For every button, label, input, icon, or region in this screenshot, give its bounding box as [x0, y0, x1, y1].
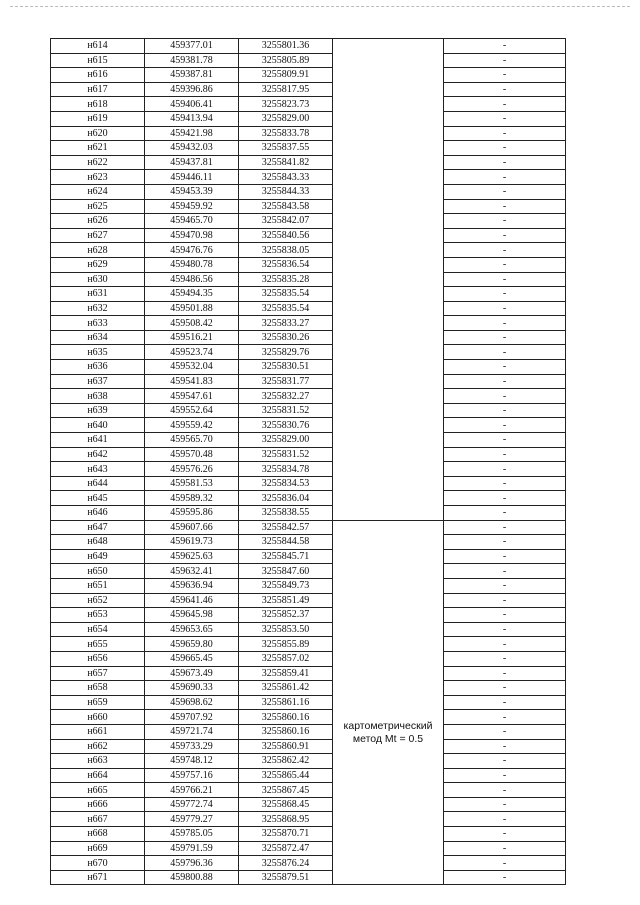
table-row	[51, 39, 566, 54]
table-row	[51, 97, 566, 112]
point-id-cell: н624	[51, 184, 145, 199]
point-id-cell: н636	[51, 360, 145, 375]
accuracy-cell: -	[444, 520, 566, 535]
y-coordinate-cell: 3255823.73	[239, 97, 333, 112]
accuracy-cell: -	[444, 783, 566, 798]
x-coordinate-cell: 459523.74	[145, 345, 239, 360]
x-coordinate-cell: 459645.98	[145, 608, 239, 623]
point-id-cell: н671	[51, 870, 145, 885]
y-coordinate-cell: 3255829.00	[239, 433, 333, 448]
x-coordinate-cell: 459570.48	[145, 447, 239, 462]
table-row	[51, 666, 566, 681]
table-row	[51, 783, 566, 798]
y-coordinate-cell: 3255834.78	[239, 462, 333, 477]
table-row	[51, 170, 566, 185]
point-id-cell: н645	[51, 491, 145, 506]
table-row	[51, 330, 566, 345]
point-id-cell: н644	[51, 476, 145, 491]
table-row	[51, 724, 566, 739]
table-row	[51, 681, 566, 696]
y-coordinate-cell: 3255868.45	[239, 797, 333, 812]
table-row	[51, 82, 566, 97]
point-id-cell: н659	[51, 695, 145, 710]
y-coordinate-cell: 3255849.73	[239, 578, 333, 593]
y-coordinate-cell: 3255855.89	[239, 637, 333, 652]
accuracy-cell: -	[444, 637, 566, 652]
accuracy-cell: -	[444, 578, 566, 593]
point-id-cell: н630	[51, 272, 145, 287]
table-row	[51, 126, 566, 141]
accuracy-cell: -	[444, 739, 566, 754]
point-id-cell: н615	[51, 53, 145, 68]
accuracy-cell: -	[444, 856, 566, 871]
y-coordinate-cell: 3255829.76	[239, 345, 333, 360]
accuracy-cell: -	[444, 374, 566, 389]
table-row	[51, 214, 566, 229]
y-coordinate-cell: 3255837.55	[239, 141, 333, 156]
y-coordinate-cell: 3255842.57	[239, 520, 333, 535]
y-coordinate-cell: 3255835.54	[239, 301, 333, 316]
method-cell	[333, 520, 444, 885]
x-coordinate-cell: 459387.81	[145, 68, 239, 83]
accuracy-cell: -	[444, 141, 566, 156]
y-coordinate-cell: 3255867.45	[239, 783, 333, 798]
table-row	[51, 389, 566, 404]
point-id-cell: н623	[51, 170, 145, 185]
accuracy-cell: -	[444, 418, 566, 433]
y-coordinate-cell: 3255830.51	[239, 360, 333, 375]
y-coordinate-cell: 3255840.56	[239, 228, 333, 243]
x-coordinate-cell: 459653.65	[145, 622, 239, 637]
accuracy-cell: -	[444, 593, 566, 608]
x-coordinate-cell: 459619.73	[145, 535, 239, 550]
point-id-cell: н653	[51, 608, 145, 623]
x-coordinate-cell: 459465.70	[145, 214, 239, 229]
point-id-cell: н668	[51, 827, 145, 842]
point-id-cell: н632	[51, 301, 145, 316]
accuracy-cell: -	[444, 797, 566, 812]
x-coordinate-cell: 459516.21	[145, 330, 239, 345]
y-coordinate-cell: 3255838.55	[239, 506, 333, 521]
point-id-cell: н655	[51, 637, 145, 652]
table-row	[51, 651, 566, 666]
x-coordinate-cell: 459625.63	[145, 549, 239, 564]
y-coordinate-cell: 3255809.91	[239, 68, 333, 83]
point-id-cell: н622	[51, 155, 145, 170]
accuracy-cell: -	[444, 301, 566, 316]
y-coordinate-cell: 3255841.82	[239, 155, 333, 170]
point-id-cell: н670	[51, 856, 145, 871]
accuracy-cell: -	[444, 754, 566, 769]
x-coordinate-cell: 459785.05	[145, 827, 239, 842]
accuracy-cell: -	[444, 768, 566, 783]
y-coordinate-cell: 3255835.28	[239, 272, 333, 287]
y-coordinate-cell: 3255843.33	[239, 170, 333, 185]
accuracy-cell: -	[444, 330, 566, 345]
x-coordinate-cell: 459636.94	[145, 578, 239, 593]
point-id-cell: н617	[51, 82, 145, 97]
accuracy-cell: -	[444, 39, 566, 54]
point-id-cell: н616	[51, 68, 145, 83]
method-cell-blank	[333, 39, 444, 521]
point-id-cell: н648	[51, 535, 145, 550]
point-id-cell: н647	[51, 520, 145, 535]
table-row	[51, 345, 566, 360]
y-coordinate-cell: 3255861.16	[239, 695, 333, 710]
accuracy-cell: -	[444, 710, 566, 725]
table-row	[51, 491, 566, 506]
point-id-cell: н626	[51, 214, 145, 229]
y-coordinate-cell: 3255861.42	[239, 681, 333, 696]
table-row	[51, 739, 566, 754]
point-id-cell: н663	[51, 754, 145, 769]
accuracy-cell: -	[444, 68, 566, 83]
table-row	[51, 608, 566, 623]
point-id-cell: н657	[51, 666, 145, 681]
point-id-cell: н628	[51, 243, 145, 258]
point-id-cell: н669	[51, 841, 145, 856]
point-id-cell: н640	[51, 418, 145, 433]
table-row	[51, 812, 566, 827]
x-coordinate-cell: 459698.62	[145, 695, 239, 710]
accuracy-cell: -	[444, 214, 566, 229]
accuracy-cell: -	[444, 666, 566, 681]
table-row	[51, 257, 566, 272]
y-coordinate-cell: 3255833.27	[239, 316, 333, 331]
point-id-cell: н665	[51, 783, 145, 798]
accuracy-cell: -	[444, 827, 566, 842]
x-coordinate-cell: 459607.66	[145, 520, 239, 535]
x-coordinate-cell: 459796.36	[145, 856, 239, 871]
y-coordinate-cell: 3255853.50	[239, 622, 333, 637]
y-coordinate-cell: 3255829.00	[239, 111, 333, 126]
y-coordinate-cell: 3255860.16	[239, 710, 333, 725]
y-coordinate-cell: 3255859.41	[239, 666, 333, 681]
x-coordinate-cell: 459576.26	[145, 462, 239, 477]
y-coordinate-cell: 3255831.52	[239, 403, 333, 418]
y-coordinate-cell: 3255833.78	[239, 126, 333, 141]
table-row	[51, 184, 566, 199]
point-id-cell: н627	[51, 228, 145, 243]
accuracy-cell: -	[444, 447, 566, 462]
accuracy-cell: -	[444, 243, 566, 258]
y-coordinate-cell: 3255860.16	[239, 724, 333, 739]
y-coordinate-cell: 3255844.33	[239, 184, 333, 199]
accuracy-cell: -	[444, 272, 566, 287]
y-coordinate-cell: 3255836.54	[239, 257, 333, 272]
method-line-2: метод Mt = 0.5	[352, 732, 424, 745]
table-row	[51, 476, 566, 491]
coordinates-table-body	[51, 39, 566, 885]
y-coordinate-cell: 3255843.58	[239, 199, 333, 214]
x-coordinate-cell: 459589.32	[145, 491, 239, 506]
x-coordinate-cell: 459565.70	[145, 433, 239, 448]
accuracy-cell: -	[444, 506, 566, 521]
table-row	[51, 695, 566, 710]
point-id-cell: н635	[51, 345, 145, 360]
page-top-rule	[10, 6, 630, 7]
coordinates-table	[50, 38, 566, 885]
accuracy-cell: -	[444, 608, 566, 623]
table-row	[51, 754, 566, 769]
point-id-cell: н650	[51, 564, 145, 579]
table-row	[51, 53, 566, 68]
y-coordinate-cell: 3255845.71	[239, 549, 333, 564]
accuracy-cell: -	[444, 462, 566, 477]
y-coordinate-cell: 3255830.76	[239, 418, 333, 433]
point-id-cell: н621	[51, 141, 145, 156]
point-id-cell: н664	[51, 768, 145, 783]
x-coordinate-cell: 459480.78	[145, 257, 239, 272]
accuracy-cell: -	[444, 564, 566, 579]
accuracy-cell: -	[444, 316, 566, 331]
x-coordinate-cell: 459381.78	[145, 53, 239, 68]
x-coordinate-cell: 459459.92	[145, 199, 239, 214]
accuracy-cell: -	[444, 97, 566, 112]
point-id-cell: н639	[51, 403, 145, 418]
table-row	[51, 287, 566, 302]
accuracy-cell: -	[444, 126, 566, 141]
table-row	[51, 447, 566, 462]
accuracy-cell: -	[444, 111, 566, 126]
table-row	[51, 243, 566, 258]
accuracy-cell: -	[444, 812, 566, 827]
x-coordinate-cell: 459757.16	[145, 768, 239, 783]
y-coordinate-cell: 3255836.04	[239, 491, 333, 506]
accuracy-cell: -	[444, 389, 566, 404]
accuracy-cell: -	[444, 403, 566, 418]
table-row	[51, 535, 566, 550]
x-coordinate-cell: 459690.33	[145, 681, 239, 696]
table-row	[51, 316, 566, 331]
y-coordinate-cell: 3255865.44	[239, 768, 333, 783]
point-id-cell: н625	[51, 199, 145, 214]
y-coordinate-cell: 3255872.47	[239, 841, 333, 856]
table-row	[51, 228, 566, 243]
table-row	[51, 856, 566, 871]
y-coordinate-cell: 3255852.37	[239, 608, 333, 623]
y-coordinate-cell: 3255801.36	[239, 39, 333, 54]
point-id-cell: н662	[51, 739, 145, 754]
point-id-cell: н654	[51, 622, 145, 637]
method-line-1: картометрический	[343, 719, 433, 732]
accuracy-cell: -	[444, 360, 566, 375]
y-coordinate-cell: 3255876.24	[239, 856, 333, 871]
y-coordinate-cell: 3255879.51	[239, 870, 333, 885]
x-coordinate-cell: 459421.98	[145, 126, 239, 141]
x-coordinate-cell: 459432.03	[145, 141, 239, 156]
x-coordinate-cell: 459791.59	[145, 841, 239, 856]
x-coordinate-cell: 459476.76	[145, 243, 239, 258]
accuracy-cell: -	[444, 535, 566, 550]
table-row	[51, 462, 566, 477]
table-row	[51, 797, 566, 812]
x-coordinate-cell: 459552.64	[145, 403, 239, 418]
x-coordinate-cell: 459377.01	[145, 39, 239, 54]
point-id-cell: н666	[51, 797, 145, 812]
accuracy-cell: -	[444, 841, 566, 856]
table-row	[51, 549, 566, 564]
x-coordinate-cell: 459470.98	[145, 228, 239, 243]
table-row	[51, 637, 566, 652]
table-row	[51, 841, 566, 856]
accuracy-cell: -	[444, 155, 566, 170]
x-coordinate-cell: 459659.80	[145, 637, 239, 652]
x-coordinate-cell: 459665.45	[145, 651, 239, 666]
x-coordinate-cell: 459632.41	[145, 564, 239, 579]
accuracy-cell: -	[444, 228, 566, 243]
x-coordinate-cell: 459641.46	[145, 593, 239, 608]
y-coordinate-cell: 3255847.60	[239, 564, 333, 579]
accuracy-cell: -	[444, 651, 566, 666]
accuracy-cell: -	[444, 681, 566, 696]
table-row	[51, 199, 566, 214]
x-coordinate-cell: 459396.86	[145, 82, 239, 97]
table-row	[51, 520, 566, 535]
point-id-cell: н667	[51, 812, 145, 827]
accuracy-cell: -	[444, 491, 566, 506]
table-row	[51, 403, 566, 418]
accuracy-cell: -	[444, 433, 566, 448]
point-id-cell: н620	[51, 126, 145, 141]
y-coordinate-cell: 3255832.27	[239, 389, 333, 404]
y-coordinate-cell: 3255844.58	[239, 535, 333, 550]
x-coordinate-cell: 459673.49	[145, 666, 239, 681]
x-coordinate-cell: 459779.27	[145, 812, 239, 827]
accuracy-cell: -	[444, 622, 566, 637]
point-id-cell: н634	[51, 330, 145, 345]
y-coordinate-cell: 3255831.52	[239, 447, 333, 462]
point-id-cell: н619	[51, 111, 145, 126]
accuracy-cell: -	[444, 549, 566, 564]
accuracy-cell: -	[444, 170, 566, 185]
point-id-cell: н661	[51, 724, 145, 739]
accuracy-cell: -	[444, 724, 566, 739]
accuracy-cell: -	[444, 287, 566, 302]
accuracy-cell: -	[444, 870, 566, 885]
y-coordinate-cell: 3255870.71	[239, 827, 333, 842]
table-row	[51, 564, 566, 579]
table-row	[51, 68, 566, 83]
x-coordinate-cell: 459541.83	[145, 374, 239, 389]
point-id-cell: н638	[51, 389, 145, 404]
table-row	[51, 578, 566, 593]
x-coordinate-cell: 459494.35	[145, 287, 239, 302]
point-id-cell: н637	[51, 374, 145, 389]
accuracy-cell: -	[444, 82, 566, 97]
table-row	[51, 622, 566, 637]
table-row	[51, 141, 566, 156]
point-id-cell: н631	[51, 287, 145, 302]
y-coordinate-cell: 3255842.07	[239, 214, 333, 229]
accuracy-cell: -	[444, 695, 566, 710]
point-id-cell: н642	[51, 447, 145, 462]
table-row	[51, 272, 566, 287]
accuracy-cell: -	[444, 257, 566, 272]
y-coordinate-cell: 3255838.05	[239, 243, 333, 258]
table-row	[51, 710, 566, 725]
table-row	[51, 433, 566, 448]
table-row	[51, 827, 566, 842]
x-coordinate-cell: 459733.29	[145, 739, 239, 754]
table-row	[51, 768, 566, 783]
table-row	[51, 111, 566, 126]
point-id-cell: н629	[51, 257, 145, 272]
y-coordinate-cell: 3255860.91	[239, 739, 333, 754]
x-coordinate-cell: 459721.74	[145, 724, 239, 739]
y-coordinate-cell: 3255851.49	[239, 593, 333, 608]
point-id-cell: н646	[51, 506, 145, 521]
point-id-cell: н652	[51, 593, 145, 608]
accuracy-cell: -	[444, 345, 566, 360]
y-coordinate-cell: 3255834.53	[239, 476, 333, 491]
x-coordinate-cell: 459547.61	[145, 389, 239, 404]
x-coordinate-cell: 459707.92	[145, 710, 239, 725]
x-coordinate-cell: 459406.41	[145, 97, 239, 112]
accuracy-cell: -	[444, 199, 566, 214]
accuracy-cell: -	[444, 53, 566, 68]
table-row	[51, 301, 566, 316]
y-coordinate-cell: 3255831.77	[239, 374, 333, 389]
x-coordinate-cell: 459772.74	[145, 797, 239, 812]
point-id-cell: н660	[51, 710, 145, 725]
x-coordinate-cell: 459559.42	[145, 418, 239, 433]
table-row	[51, 155, 566, 170]
x-coordinate-cell: 459748.12	[145, 754, 239, 769]
x-coordinate-cell: 459581.53	[145, 476, 239, 491]
point-id-cell: н641	[51, 433, 145, 448]
y-coordinate-cell: 3255830.26	[239, 330, 333, 345]
accuracy-cell: -	[444, 184, 566, 199]
table-row	[51, 593, 566, 608]
point-id-cell: н614	[51, 39, 145, 54]
x-coordinate-cell: 459501.88	[145, 301, 239, 316]
table-row	[51, 870, 566, 885]
x-coordinate-cell: 459532.04	[145, 360, 239, 375]
y-coordinate-cell: 3255868.95	[239, 812, 333, 827]
point-id-cell: н618	[51, 97, 145, 112]
y-coordinate-cell: 3255817.95	[239, 82, 333, 97]
point-id-cell: н633	[51, 316, 145, 331]
x-coordinate-cell: 459595.86	[145, 506, 239, 521]
x-coordinate-cell: 459800.88	[145, 870, 239, 885]
x-coordinate-cell: 459413.94	[145, 111, 239, 126]
x-coordinate-cell: 459508.42	[145, 316, 239, 331]
y-coordinate-cell: 3255835.54	[239, 287, 333, 302]
accuracy-cell: -	[444, 476, 566, 491]
point-id-cell: н656	[51, 651, 145, 666]
x-coordinate-cell: 459446.11	[145, 170, 239, 185]
point-id-cell: н658	[51, 681, 145, 696]
point-id-cell: н643	[51, 462, 145, 477]
table-row	[51, 418, 566, 433]
point-id-cell: н651	[51, 578, 145, 593]
x-coordinate-cell: 459766.21	[145, 783, 239, 798]
table-row	[51, 506, 566, 521]
table-row	[51, 374, 566, 389]
y-coordinate-cell: 3255805.89	[239, 53, 333, 68]
y-coordinate-cell: 3255862.42	[239, 754, 333, 769]
x-coordinate-cell: 459437.81	[145, 155, 239, 170]
table-row	[51, 360, 566, 375]
point-id-cell: н649	[51, 549, 145, 564]
y-coordinate-cell: 3255857.02	[239, 651, 333, 666]
x-coordinate-cell: 459453.39	[145, 184, 239, 199]
x-coordinate-cell: 459486.56	[145, 272, 239, 287]
